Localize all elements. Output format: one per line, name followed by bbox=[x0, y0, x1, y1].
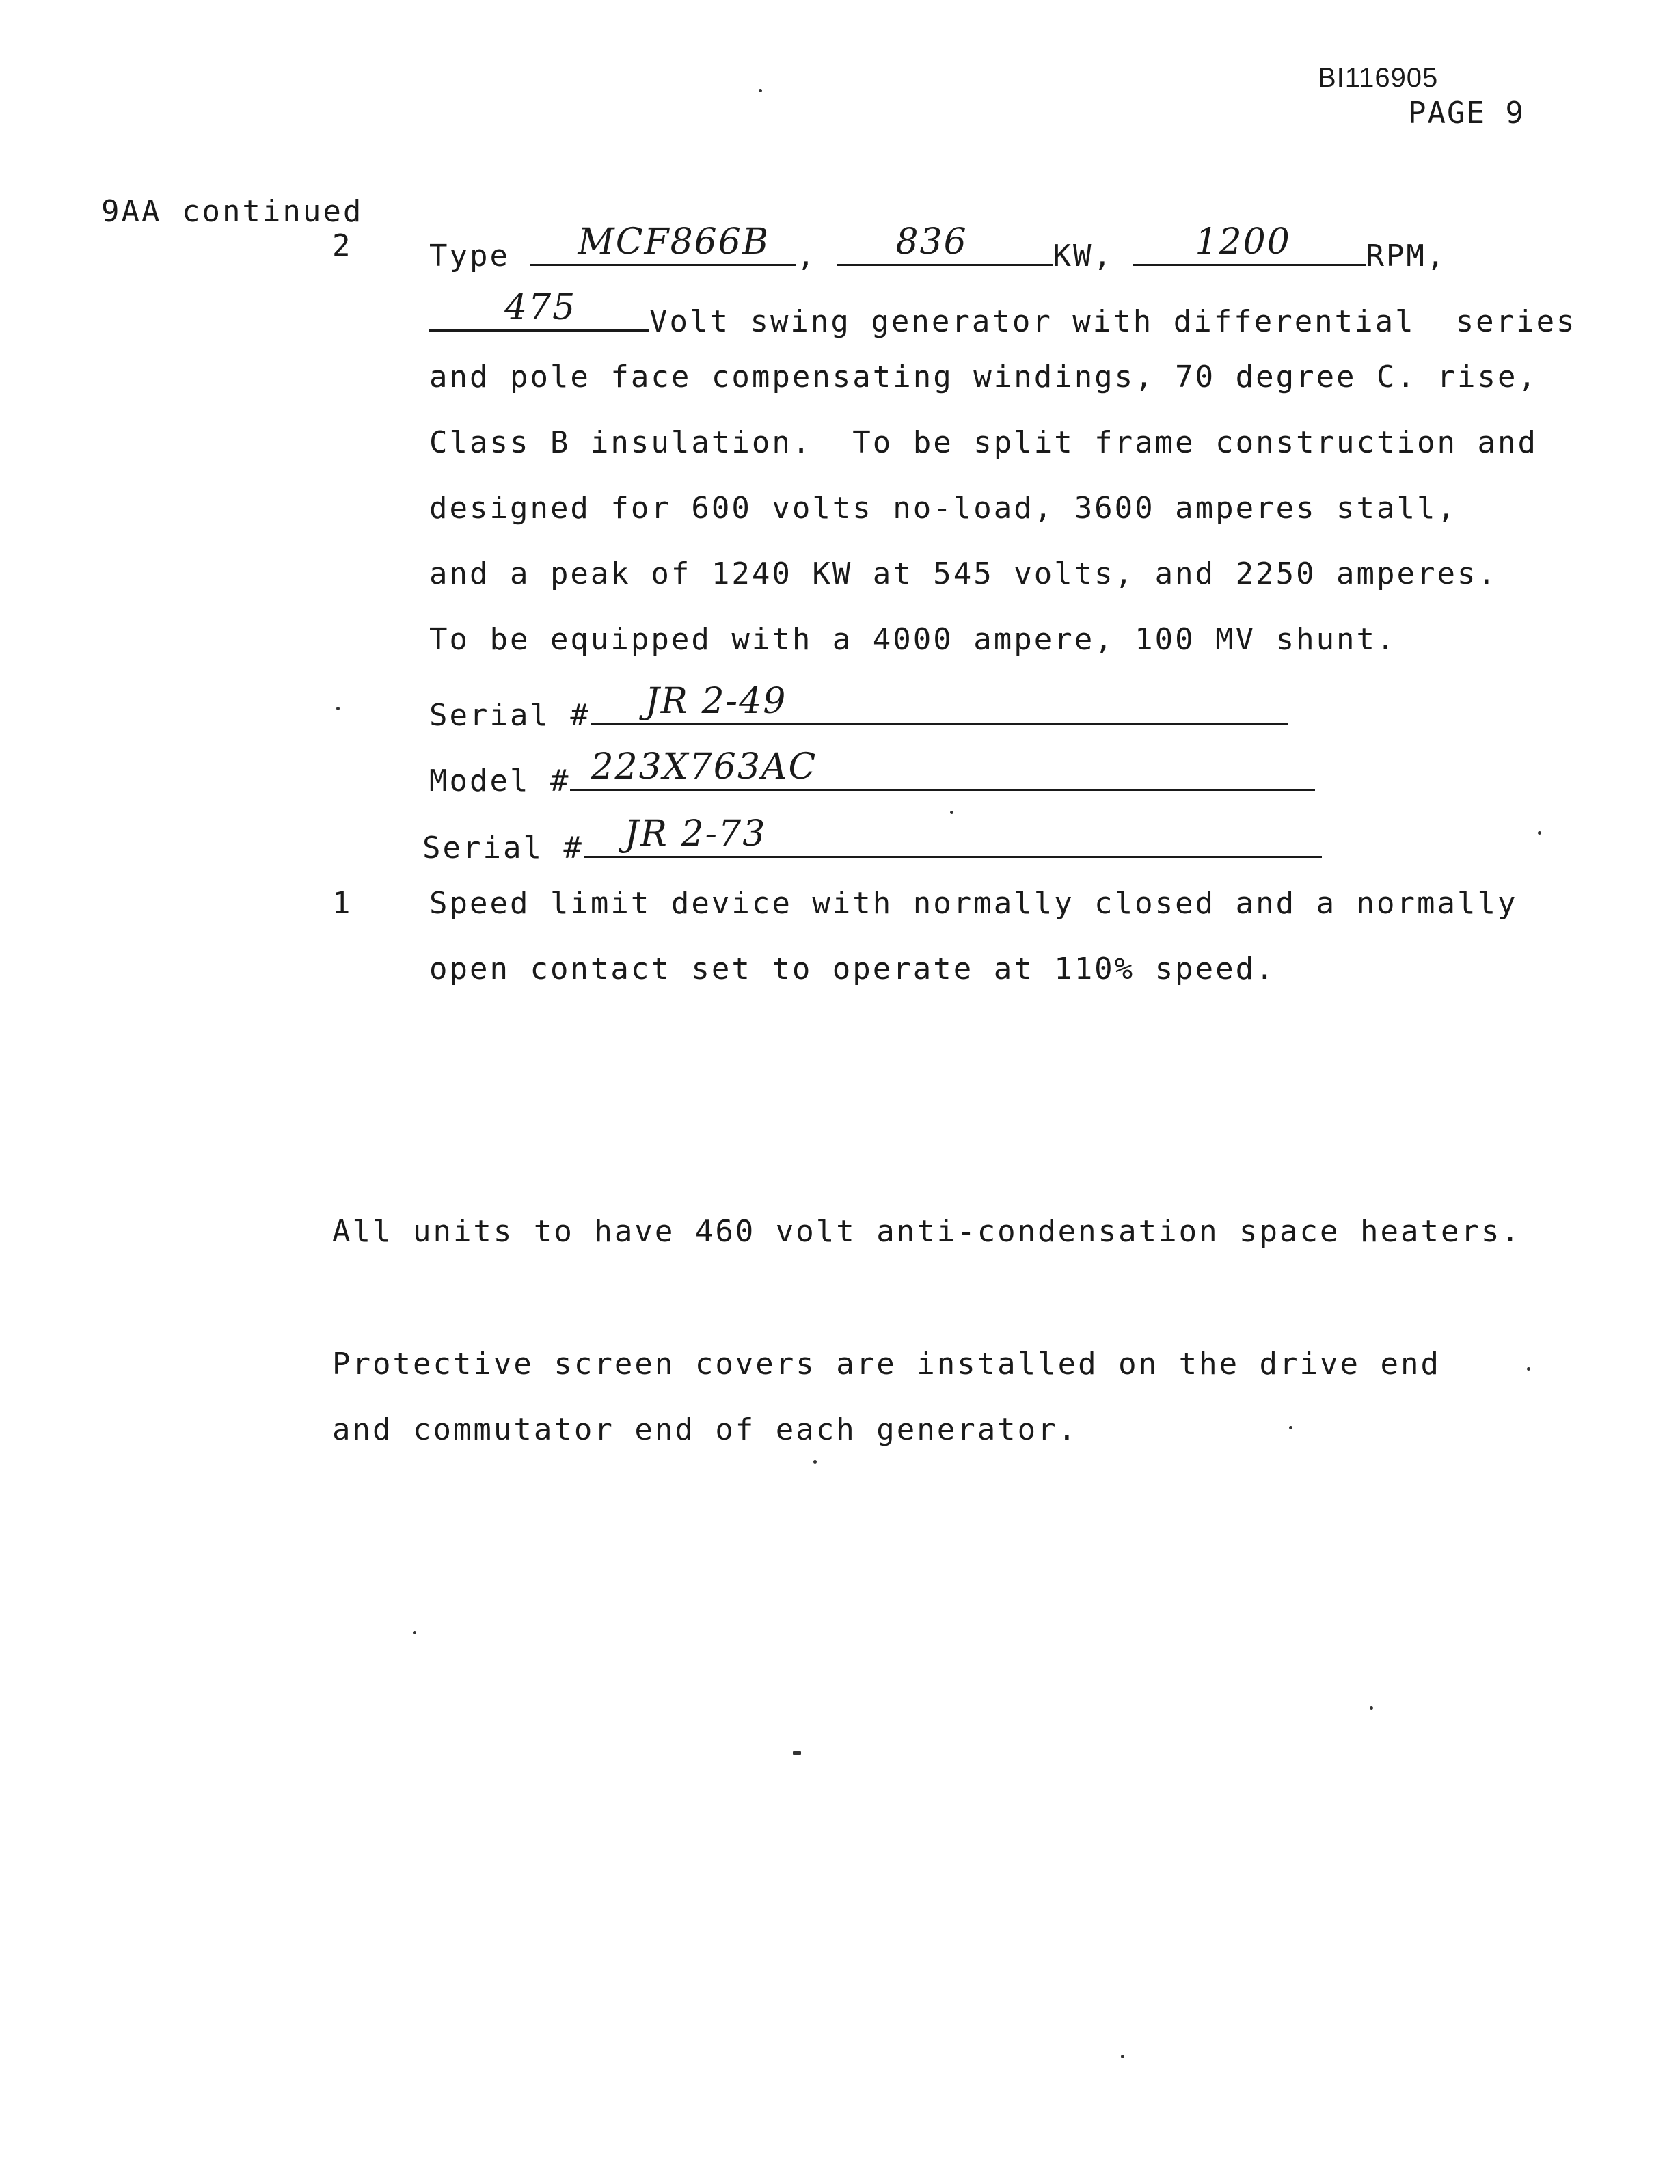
serial-line-2 bbox=[422, 813, 1322, 865]
item-quantity: 1 bbox=[332, 886, 353, 921]
type-label: Type bbox=[429, 239, 510, 273]
rpm-label: RPM, bbox=[1366, 239, 1447, 273]
spec-line: open contact set to operate at 110% speed. bbox=[429, 952, 1276, 986]
screens-note-line: Protective screen covers are installed on the drive end bbox=[332, 1347, 1441, 1381]
volt-line bbox=[429, 287, 1577, 339]
scan-speck bbox=[413, 1631, 416, 1634]
document-id: BI116905 bbox=[1318, 63, 1439, 93]
rpm-handwritten-value: 1200 bbox=[1195, 221, 1291, 262]
kw-blank bbox=[837, 221, 1053, 266]
page-number: PAGE 9 bbox=[1408, 96, 1525, 131]
scan-speck bbox=[1121, 2055, 1124, 2058]
volt-handwritten-value: 475 bbox=[504, 287, 577, 328]
item-quantity: 2 bbox=[332, 228, 353, 263]
volt-blank bbox=[429, 287, 649, 332]
type-blank bbox=[530, 221, 796, 266]
scan-speck bbox=[813, 1460, 817, 1464]
spec-line: and pole face compensating windings, 70 degree C. rise, bbox=[429, 360, 1538, 394]
spec-line: Class B insulation. To be split frame construction and bbox=[429, 425, 1538, 460]
spec-line: Speed limit device with normally closed and a normally bbox=[429, 886, 1518, 921]
model-blank bbox=[570, 746, 1315, 791]
scan-speck bbox=[1370, 1706, 1373, 1710]
scan-speck bbox=[1289, 1426, 1292, 1429]
screens-note-line: and commutator end of each generator. bbox=[332, 1412, 1079, 1447]
spec-line: To be equipped with a 4000 ampere, 100 MV shunt. bbox=[429, 622, 1397, 657]
volt-line-text: Volt swing generator with differential series bbox=[649, 304, 1577, 339]
scan-speck bbox=[759, 89, 762, 92]
kw-handwritten-value: 836 bbox=[895, 221, 968, 262]
model-line bbox=[429, 746, 1315, 798]
serial-handwritten-value: JR 2-49 bbox=[645, 681, 787, 722]
spec-line: and a peak of 1240 KW at 545 volts, and 2250 amperes. bbox=[429, 556, 1498, 591]
serial-label: Serial # bbox=[429, 698, 591, 733]
scan-speck bbox=[336, 707, 340, 710]
model-label: Model # bbox=[429, 764, 571, 798]
type-handwritten-value: MCF866B bbox=[578, 221, 770, 262]
heaters-note: All units to have 460 volt anti-condensation space heaters. bbox=[332, 1214, 1521, 1249]
serial-blank bbox=[584, 813, 1322, 858]
serial-line-1 bbox=[429, 681, 1288, 733]
scan-speck bbox=[1527, 1367, 1530, 1371]
model-handwritten-value: 223X763AC bbox=[591, 746, 817, 787]
scan-speck bbox=[793, 1751, 801, 1755]
section-label: 9AA continued bbox=[101, 194, 364, 229]
kw-label: KW, bbox=[1053, 239, 1113, 273]
serial-handwritten-value: JR 2-73 bbox=[624, 813, 767, 854]
scan-speck bbox=[1538, 831, 1541, 835]
spec-line: designed for 600 volts no-load, 3600 amperes stall, bbox=[429, 491, 1458, 526]
type-line: Type MCF866B , 836 KW, 1200 RPM, bbox=[429, 221, 1447, 273]
serial-label: Serial # bbox=[422, 831, 584, 865]
rpm-blank bbox=[1133, 221, 1366, 266]
serial-blank bbox=[591, 681, 1288, 725]
scan-speck bbox=[950, 811, 953, 814]
